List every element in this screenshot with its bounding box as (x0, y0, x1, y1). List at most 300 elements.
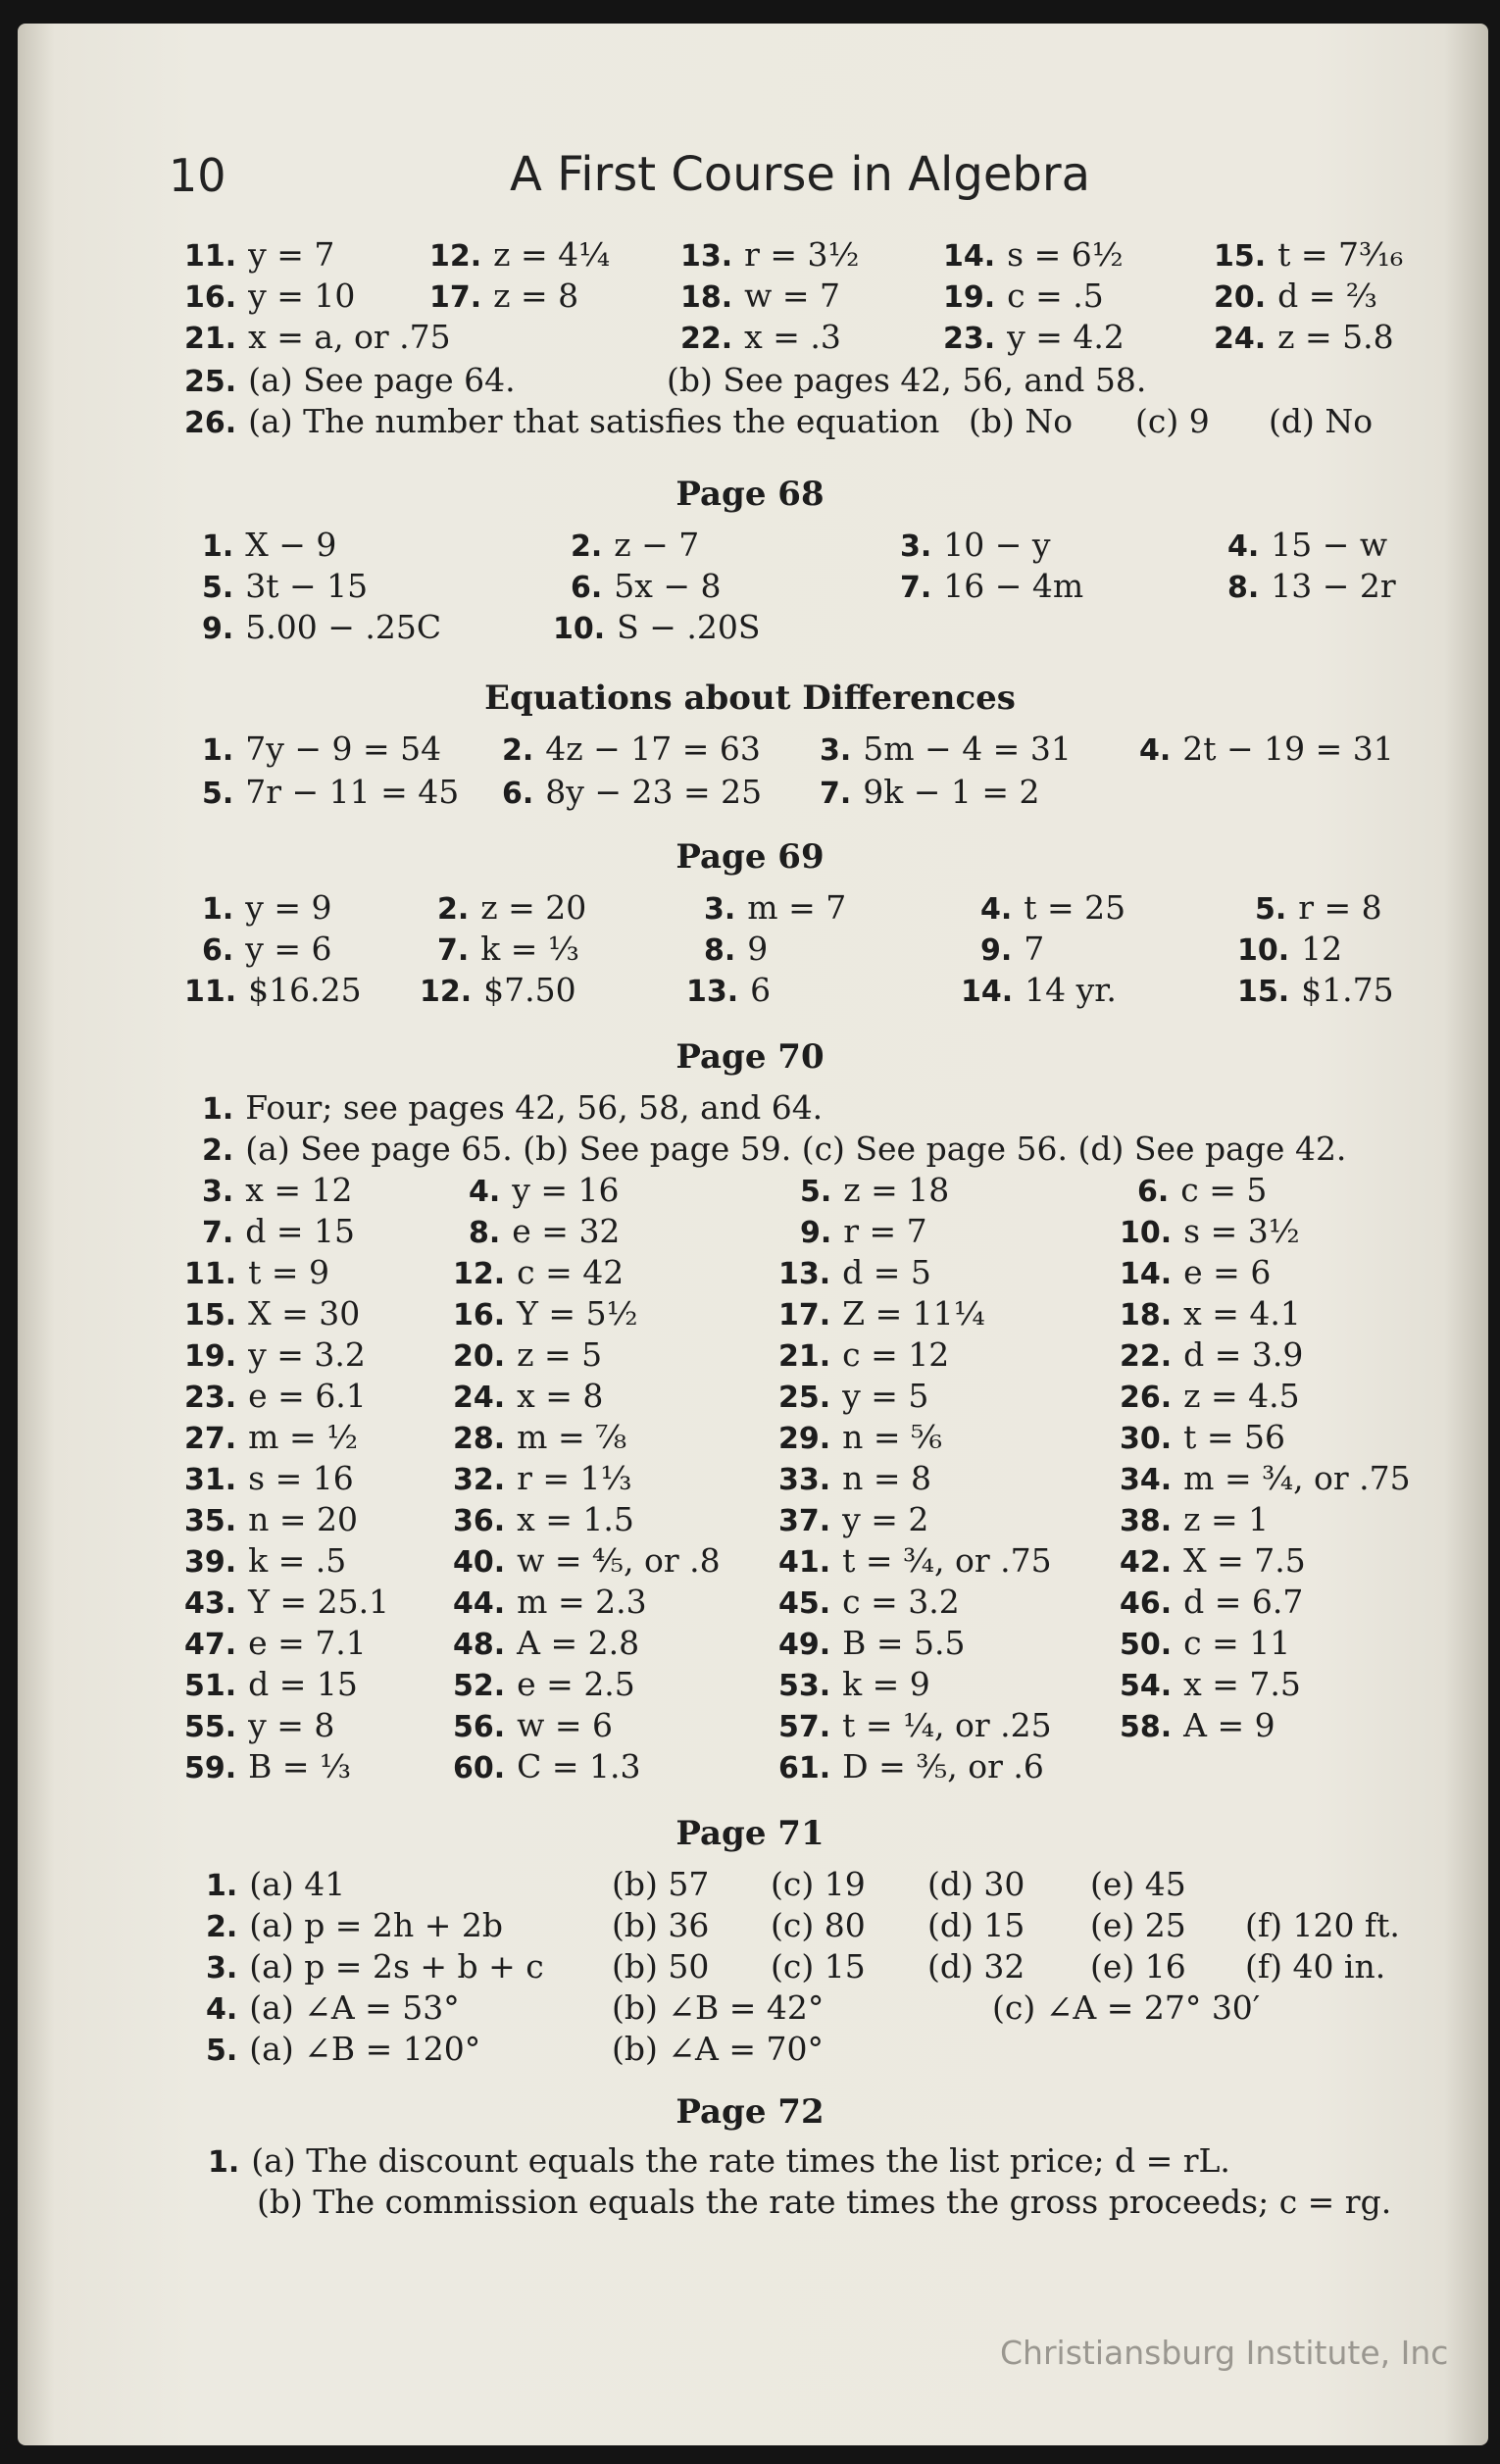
answer-item (206, 1863, 345, 1908)
answer-item (778, 1581, 960, 1626)
answer-text: t = ¾, or .75 (842, 1541, 1052, 1580)
answer-text: X = 7.5 (1183, 1541, 1306, 1580)
answer-text: e = 7.1 (248, 1624, 367, 1662)
answer-number: 38. (1120, 1504, 1173, 1538)
answer-number: 19. (943, 280, 996, 315)
answer-item (184, 1745, 351, 1790)
answer-number: 15. (1214, 239, 1267, 274)
answer-text: k = ⅓ (480, 930, 579, 968)
answer-number: 39. (184, 1545, 237, 1580)
answer-text: y = 2 (842, 1500, 929, 1538)
answer-text: d = 15 (245, 1212, 356, 1250)
answer-text: (d) No (1269, 402, 1374, 440)
answer-number: 5. (800, 1175, 832, 1209)
answer-item (1214, 233, 1403, 278)
answer-row (0, 565, 1500, 608)
answer-item (667, 359, 1146, 402)
answer-number: 44. (453, 1586, 506, 1621)
answer-number: 2. (202, 1133, 234, 1168)
answer-row (0, 1581, 1500, 1624)
answer-item (437, 886, 586, 931)
answer-text: S − .20S (617, 608, 761, 646)
answer-row (0, 969, 1500, 1012)
answer-number: 5. (202, 571, 234, 605)
answer-text: x = 4.1 (1183, 1294, 1301, 1333)
answer-text: 7r − 11 = 45 (245, 773, 460, 811)
answer-number: 36. (453, 1504, 506, 1538)
answer-text: y = 3.2 (248, 1335, 366, 1374)
answer-text: (a) The number that satisfies the equation (248, 402, 940, 440)
answer-text: x = a, or .75 (248, 318, 451, 356)
answer-row (0, 1210, 1500, 1253)
answer-text: $7.50 (483, 971, 576, 1009)
answer-item (469, 1169, 620, 1214)
answer-number: 10. (1237, 933, 1290, 968)
answer-number: 8. (1227, 571, 1260, 605)
answer-text: y = 9 (245, 888, 332, 927)
answer-item (704, 928, 768, 973)
answer-row (0, 928, 1500, 971)
answer-number: 2. (437, 892, 470, 927)
answer-item (900, 565, 1083, 610)
answer-number: 54. (1120, 1669, 1173, 1703)
answer-text: m = ⅞ (517, 1418, 627, 1456)
answer-text: x = 12 (245, 1171, 353, 1209)
answer-text: d = 6.7 (1183, 1583, 1304, 1621)
answer-number: 34. (1120, 1463, 1173, 1497)
answer-text: e = 32 (512, 1212, 621, 1250)
answer-number: 56. (453, 1710, 506, 1744)
answer-item (202, 1128, 1346, 1173)
answer-text: (e) 45 (1090, 1865, 1186, 1903)
answer-item (184, 400, 939, 445)
answer-row (0, 728, 1500, 771)
answer-item (429, 275, 578, 320)
answer-number: 20. (453, 1339, 506, 1374)
answer-item (184, 1292, 360, 1337)
answer-number: 4. (469, 1175, 501, 1209)
answer-item (1237, 928, 1342, 973)
answer-text: c = 11 (1183, 1624, 1291, 1662)
answer-number: 1. (208, 2145, 240, 2180)
answer-number: 5. (202, 777, 234, 811)
answer-number: 51. (184, 1669, 237, 1703)
answer-number: 18. (1120, 1298, 1173, 1333)
answer-item (1120, 1416, 1285, 1461)
answer-text: C = 1.3 (517, 1747, 641, 1785)
answer-text: w = 6 (517, 1706, 614, 1744)
answer-text: 3t − 15 (245, 567, 369, 605)
answer-number: 40. (453, 1545, 506, 1580)
answer-text: X = 30 (248, 1294, 361, 1333)
answer-row (0, 1863, 1500, 1906)
answer-text: c = 12 (842, 1335, 950, 1374)
answer-text: t = 9 (248, 1253, 330, 1291)
answer-item (1245, 1945, 1385, 1988)
answer-item (820, 728, 1072, 773)
answer-text: 15 − w (1271, 526, 1388, 564)
answer-text: (a) p = 2s + b + c (249, 1947, 544, 1986)
answer-item (453, 1457, 632, 1502)
answer-row (0, 1663, 1500, 1706)
answer-text: t = 25 (1024, 888, 1126, 927)
answer-item (943, 275, 1104, 320)
answer-item (1120, 1457, 1411, 1502)
answer-text: c = 42 (517, 1253, 625, 1291)
answer-item (778, 1416, 942, 1461)
answer-text: 14 yr. (1025, 971, 1117, 1009)
answer-row (0, 1333, 1500, 1377)
section-heading: Page 71 (675, 1814, 825, 1853)
answer-item (778, 1498, 928, 1543)
answer-item (771, 1945, 866, 1988)
answer-number: 2. (502, 733, 534, 768)
answer-number: 25. (778, 1381, 831, 1415)
answer-text: x = .3 (744, 318, 841, 356)
answer-item (202, 1169, 353, 1214)
answer-text: 5.00 − .25C (245, 608, 442, 646)
answer-number: 35. (184, 1504, 237, 1538)
answer-number: 4. (1227, 529, 1260, 564)
answer-text: 9k − 1 = 2 (863, 773, 1040, 811)
answer-number: 30. (1120, 1422, 1173, 1456)
answer-number: 59. (184, 1751, 237, 1785)
page-title: A First Course in Algebra (510, 147, 1091, 202)
answer-text: (b) See pages 42, 56, and 58. (667, 361, 1147, 399)
answer-item (927, 1863, 1025, 1906)
answer-item (980, 928, 1044, 973)
answer-item (453, 1581, 647, 1626)
answer-item (680, 316, 841, 361)
answer-number: 46. (1120, 1586, 1173, 1621)
answer-item (1120, 1581, 1303, 1626)
answer-item (704, 886, 846, 931)
answer-number: 2. (571, 529, 603, 564)
answer-item (961, 969, 1117, 1014)
answer-number: 4. (980, 892, 1013, 927)
answer-number: 7. (900, 571, 932, 605)
answer-text: e = 2.5 (517, 1665, 635, 1703)
answer-number: 3. (206, 1951, 238, 1986)
answer-item (1120, 1292, 1301, 1337)
answer-text: y = 7 (248, 235, 335, 274)
answer-number: 15. (184, 1298, 237, 1333)
answer-row (0, 771, 1500, 814)
answer-number: 13. (686, 975, 739, 1009)
answer-item (184, 1581, 389, 1626)
answer-number: 48. (453, 1628, 506, 1662)
answer-item (206, 1945, 544, 1990)
answer-text: (e) 16 (1090, 1947, 1186, 1986)
answer-text: (a) 41 (249, 1865, 346, 1903)
answer-number: 42. (1120, 1545, 1173, 1580)
answer-number: 24. (453, 1381, 506, 1415)
answer-text: Y = 5½ (517, 1294, 638, 1333)
answer-text: d = 5 (842, 1253, 931, 1291)
answer-item (778, 1663, 930, 1708)
answer-item (943, 233, 1124, 278)
answer-item (771, 1904, 866, 1947)
answer-item (469, 1210, 620, 1255)
answer-text: s = 6½ (1007, 235, 1124, 274)
answer-item (1120, 1622, 1290, 1667)
answer-number: 60. (453, 1751, 506, 1785)
answer-item (206, 1986, 460, 2032)
answer-number: 3. (900, 529, 932, 564)
answer-item (257, 2181, 1391, 2224)
answer-item (420, 969, 576, 1014)
answer-item (680, 233, 860, 278)
answer-item (1237, 969, 1394, 1014)
answer-text: w = 7 (744, 277, 841, 315)
answer-number: 21. (778, 1339, 831, 1374)
answer-item (571, 524, 699, 569)
answer-item (1120, 1539, 1306, 1584)
answer-text: s = 16 (248, 1459, 354, 1497)
answer-number: 49. (778, 1628, 831, 1662)
answer-text: z = 18 (843, 1171, 950, 1209)
answer-text: $1.75 (1301, 971, 1394, 1009)
answer-text: c = .5 (1007, 277, 1104, 315)
answer-number: 28. (453, 1422, 506, 1456)
answer-text: (c) 80 (771, 1906, 866, 1944)
answer-item (202, 728, 441, 773)
answer-item (1090, 1945, 1186, 1988)
answer-item (184, 1498, 358, 1543)
answer-item (184, 1457, 354, 1502)
answer-number: 23. (184, 1381, 237, 1415)
answer-text: 7y − 9 = 54 (245, 729, 442, 768)
answer-number: 15. (1237, 975, 1290, 1009)
answer-item (453, 1416, 626, 1461)
answer-text: 6 (750, 971, 772, 1009)
answer-item (943, 316, 1125, 361)
answer-number: 16. (453, 1298, 506, 1333)
answer-item (778, 1375, 928, 1420)
answer-item (778, 1333, 949, 1379)
answer-item (1090, 1863, 1186, 1906)
answer-item (553, 606, 760, 651)
answer-text: y = 6 (245, 930, 332, 968)
answer-item (778, 1457, 931, 1502)
answer-number: 1. (202, 1092, 234, 1127)
answer-row (0, 886, 1500, 930)
answer-text: (c) ∠A = 27° 30′ (992, 1988, 1261, 2027)
answer-text: (c) 19 (771, 1865, 866, 1903)
answer-item (184, 1375, 367, 1420)
answer-row (0, 1457, 1500, 1500)
answer-text: e = 6 (1183, 1253, 1272, 1291)
answer-item (202, 1086, 823, 1131)
answer-number: 22. (1120, 1339, 1173, 1374)
answer-item (1269, 400, 1373, 443)
answer-number: 25. (184, 365, 237, 399)
answer-item (1120, 1663, 1301, 1708)
answer-item (900, 524, 1051, 569)
answer-item (1214, 316, 1394, 361)
answer-text: Y = 25.1 (248, 1583, 390, 1621)
answer-text: z − 7 (614, 526, 700, 564)
answer-item (502, 728, 761, 773)
answer-text: (f) 40 in. (1245, 1947, 1386, 1986)
answer-row (0, 606, 1500, 649)
answer-item (1137, 1169, 1267, 1214)
answer-item (453, 1333, 602, 1379)
answer-number: 9. (202, 612, 234, 646)
answer-number: 1. (206, 1869, 238, 1903)
answer-row (0, 275, 1500, 318)
answer-text: (a) The discount equals the rate times the list price; d = rL. (251, 2141, 1230, 2180)
section-heading: Page 68 (675, 475, 825, 514)
answer-item (202, 771, 459, 816)
answer-text: B = 5.5 (842, 1624, 966, 1662)
answer-number: 14. (943, 239, 996, 274)
answer-number: 8. (704, 933, 736, 968)
answer-text: z = 8 (493, 277, 579, 315)
answer-text: 2t − 19 = 31 (1182, 729, 1394, 768)
answer-text: (b) ∠B = 42° (612, 1988, 825, 2027)
answer-item (1120, 1210, 1300, 1255)
answer-number: 17. (429, 280, 482, 315)
answer-item (992, 1986, 1260, 2030)
answer-text: (b) 36 (612, 1906, 710, 1944)
answer-text: (a) ∠B = 120° (249, 2030, 481, 2068)
answer-row (0, 1622, 1500, 1665)
answer-item (1135, 400, 1210, 443)
answer-number: 19. (184, 1339, 237, 1374)
answer-item (202, 606, 441, 651)
answer-number: 37. (778, 1504, 831, 1538)
answer-item (184, 1663, 358, 1708)
answer-number: 5. (206, 2034, 238, 2068)
answer-row (0, 2181, 1500, 2224)
answer-item (184, 1539, 346, 1584)
answer-number: 31. (184, 1463, 237, 1497)
answer-text: (e) 25 (1090, 1906, 1186, 1944)
answer-number: 52. (453, 1669, 506, 1703)
answer-text: e = 6.1 (248, 1377, 367, 1415)
answer-text: m = ¾, or .75 (1183, 1459, 1411, 1497)
answer-item (1120, 1375, 1300, 1420)
answer-number: 5. (1255, 892, 1287, 927)
answer-number: 12. (420, 975, 473, 1009)
section-heading: Page 69 (675, 837, 825, 877)
answer-text: (b) ∠A = 70° (612, 2030, 824, 2068)
answer-row (0, 1375, 1500, 1418)
answer-text: m = ½ (248, 1418, 359, 1456)
answer-text: D = ⅗, or .6 (842, 1747, 1044, 1785)
answer-item (1139, 728, 1394, 773)
answer-item (202, 565, 368, 610)
answer-item (1120, 1251, 1271, 1296)
answer-text: X − 9 (245, 526, 337, 564)
answer-item (202, 524, 336, 569)
answer-number: 1. (202, 892, 234, 927)
answer-text: d = ⅔ (1277, 277, 1377, 315)
answer-item (778, 1251, 931, 1296)
answer-text: B = ⅓ (248, 1747, 352, 1785)
answer-number: 22. (680, 322, 733, 356)
answer-text: c = 5 (1180, 1171, 1268, 1209)
answer-row (0, 1251, 1500, 1294)
answer-text: (a) p = 2h + 2b (249, 1906, 503, 1944)
answer-text: z = 1 (1183, 1500, 1270, 1538)
answer-text: (b) 57 (612, 1865, 710, 1903)
answer-row (0, 400, 1500, 443)
answer-text: x = 7.5 (1183, 1665, 1301, 1703)
answer-item (1227, 524, 1387, 569)
answer-item (778, 1745, 1044, 1790)
answer-text: x = 1.5 (517, 1500, 634, 1538)
answer-number: 10. (553, 612, 606, 646)
answer-number: 14. (1120, 1257, 1173, 1291)
answer-number: 7. (437, 933, 470, 968)
answer-row (0, 524, 1500, 567)
answer-number: 24. (1214, 322, 1267, 356)
answer-text: $16.25 (248, 971, 362, 1009)
answer-text: w = ⅘, or .8 (517, 1541, 721, 1580)
answer-item (778, 1292, 985, 1337)
answer-item (680, 275, 840, 320)
answer-number: 18. (680, 280, 733, 315)
answer-text: (d) 32 (927, 1947, 1025, 1986)
answer-item (453, 1292, 638, 1337)
answer-item (1120, 1333, 1303, 1379)
answer-text: (b) 50 (612, 1947, 710, 1986)
answer-row (0, 233, 1500, 277)
answer-item (800, 1210, 927, 1255)
answer-text: x = 8 (517, 1377, 604, 1415)
answer-number: 41. (778, 1545, 831, 1580)
answer-item (686, 969, 771, 1014)
answer-item (778, 1539, 1052, 1584)
answer-item (184, 1251, 329, 1296)
answer-number: 7. (820, 777, 852, 811)
answer-text: t = 56 (1183, 1418, 1286, 1456)
answer-item (1214, 275, 1377, 320)
answer-number: 11. (184, 1257, 237, 1291)
answer-text: d = 3.9 (1183, 1335, 1304, 1374)
answer-text: n = 8 (842, 1459, 932, 1497)
answer-text: z = 5.8 (1277, 318, 1394, 356)
answer-number: 14. (961, 975, 1014, 1009)
answer-item (1255, 886, 1382, 931)
answer-item (820, 771, 1040, 816)
answer-text: r = 1⅓ (517, 1459, 632, 1497)
answer-row (0, 1128, 1500, 1171)
answer-item (1245, 1904, 1400, 1947)
answer-number: 43. (184, 1586, 237, 1621)
answer-text: c = 3.2 (842, 1583, 960, 1621)
answer-item (1227, 565, 1396, 610)
answer-item (206, 2028, 480, 2073)
answer-text: 16 − 4m (943, 567, 1084, 605)
answer-item (502, 771, 762, 816)
answer-text: (b) The commission equals the rate times the gross proceeds; c = rg. (257, 2183, 1392, 2221)
answer-text: (d) 15 (927, 1906, 1025, 1944)
answer-item (453, 1498, 634, 1543)
answer-text: (b) No (969, 402, 1074, 440)
answer-number: 6. (202, 933, 234, 968)
answer-number: 9. (800, 1216, 832, 1250)
answer-row (0, 316, 1500, 359)
answer-number: 3. (704, 892, 736, 927)
answer-number: 12. (429, 239, 482, 274)
answer-number: 58. (1120, 1710, 1173, 1744)
answer-text: 10 − y (943, 526, 1051, 564)
answer-number: 3. (820, 733, 852, 768)
answer-text: 7 (1024, 930, 1045, 968)
